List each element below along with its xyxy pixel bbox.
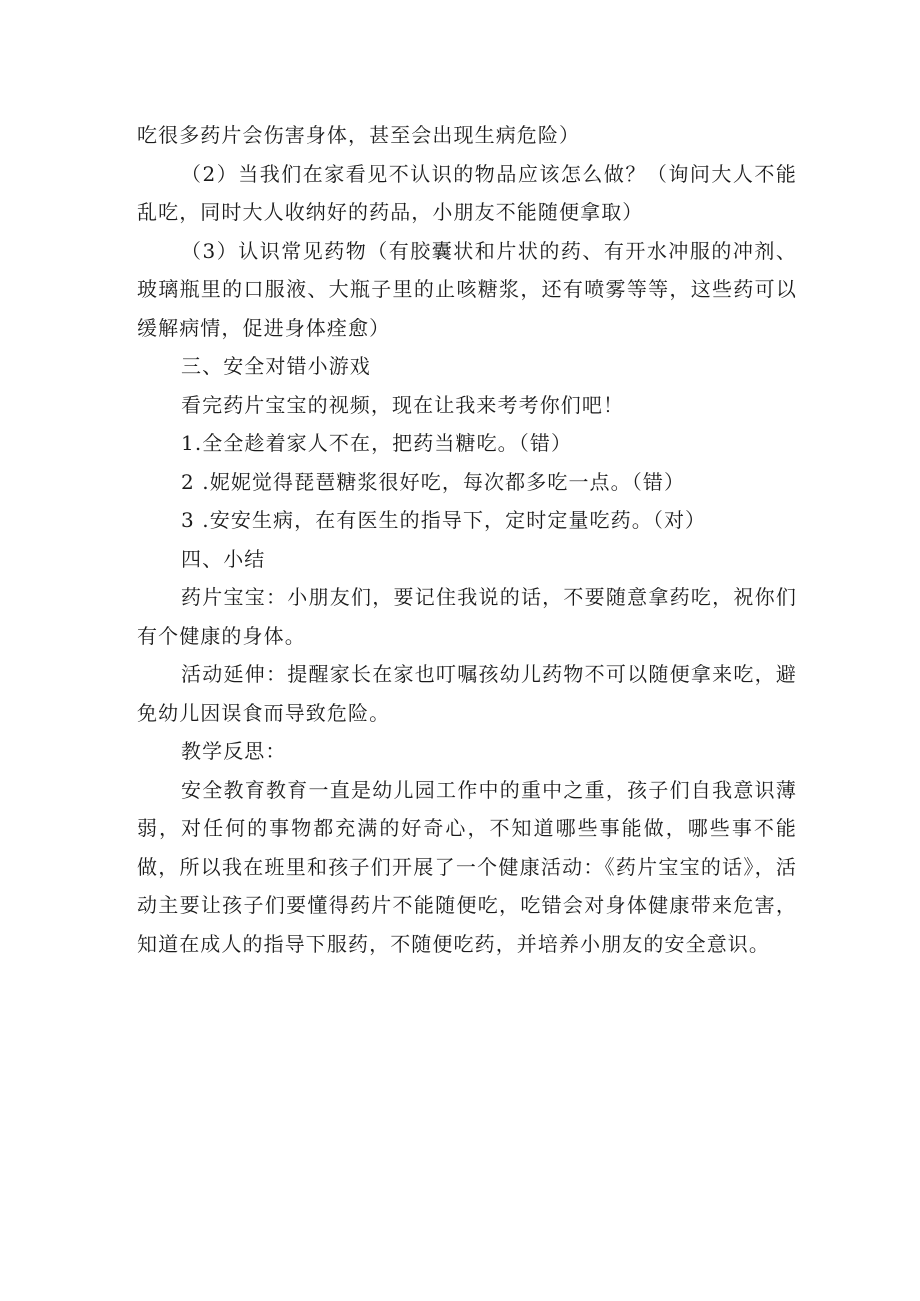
paragraph-continuation: 吃很多药片会伤害身体，甚至会出现生病危险）: [137, 123, 581, 147]
paragraph-game-intro: 看完药片宝宝的视频，现在让我来考考你们吧！: [181, 392, 625, 417]
paragraph-reflection-body: 安全教育教育一直是幼儿园工作中的重中之重，孩子们自我意识薄弱，对任何的事物都充满的好奇心，不知道哪些事能做，哪些事不能做，所以我在班里和孩子们开展了一个健康活动：《药片宝宝的话》，活动主要让孩子们要懂得药片不能随便吃，吃错会对身体健康带来危害，知道在成人的指导下服药，不随便吃药，并培养小朋友的安全意识。: [137, 777, 797, 956]
quiz-item-3: 3 .安安生病，在有医生的指导下，定时定量吃药。（对）: [181, 508, 707, 532]
paragraph-summary: 药片宝宝：小朋友们，要记住我说的话，不要随意拿药吃，祝你们有个健康的身体。: [137, 585, 797, 648]
section-3-heading: 三、安全对错小游戏: [181, 354, 371, 378]
paragraph-extension: 活动延伸：提醒家长在家也叮嘱孩幼儿药物不可以随便拿来吃，避免幼儿因误食而导致危险。: [137, 662, 797, 725]
paragraph-question-3: （3）认识常见药物（有胶囊状和片状的药、有开水冲服的冲剂、玻璃瓶里的口服液、大瓶子里的止咳糖浆，还有喷雾等等，这些药可以缓解病情，促进身体痊愈）: [137, 238, 797, 340]
quiz-item-2: 2 .妮妮觉得琵琶糖浆很好吃，每次都多吃一点。（错）: [181, 469, 686, 494]
quiz-item-1: 1.全全趁着家人不在，把药当糖吃。（错）: [181, 431, 573, 455]
section-4-heading: 四、小结: [181, 546, 266, 571]
paragraph-question-2: （2）当我们在家看见不认识的物品应该怎么做？（询问大人不能乱吃，同时大人收纳好的药品，小朋友不能随便拿取）: [137, 161, 797, 224]
reflection-heading: 教学反思：: [181, 739, 287, 763]
document-body: [137, 116, 797, 963]
